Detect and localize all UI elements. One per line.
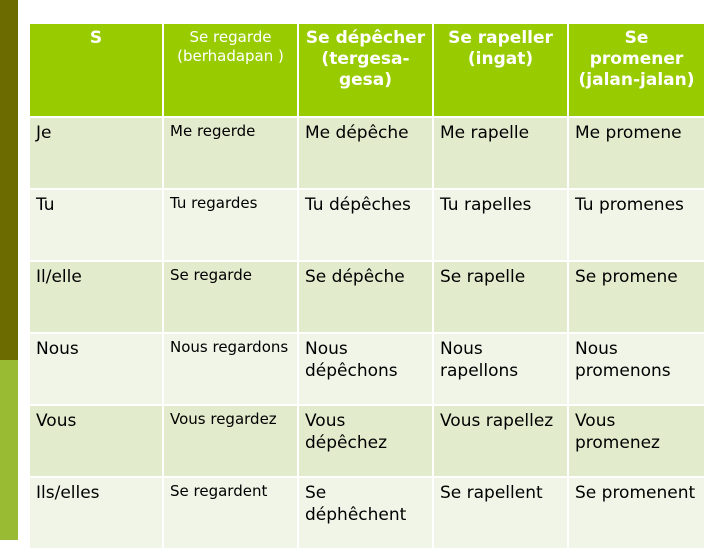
pronoun-cell: Tu (29, 189, 163, 261)
header-cell: Se regarde (berhadapan ) (163, 23, 298, 117)
table-row (29, 477, 705, 549)
header-cell: Se rapeller (ingat) (433, 23, 568, 117)
conjugation-table (28, 22, 706, 550)
table-cell: Vous dépêchez (298, 405, 433, 477)
side-band-light (0, 360, 18, 540)
table-cell: Me dépêche (298, 117, 433, 189)
table-cell: Tu promenes (568, 189, 705, 261)
pronoun-cell: Nous (29, 333, 163, 405)
table-cell: Vous promenez (568, 405, 705, 477)
table-cell: Tu dépêches (298, 189, 433, 261)
table-cell: Vous regardez (163, 405, 298, 477)
pronoun-cell: Vous (29, 405, 163, 477)
side-band-dark (0, 0, 18, 360)
header-cell: S (29, 23, 163, 117)
pronoun-cell: Il/elle (29, 261, 163, 333)
table-cell: Me regerde (163, 117, 298, 189)
table-cell: Nous rapellons (433, 333, 568, 405)
table-cell: Se rapelle (433, 261, 568, 333)
table-cell: Se dépêche (298, 261, 433, 333)
header-cell: Se dépêcher (tergesa-gesa) (298, 23, 433, 117)
table-row (29, 189, 705, 261)
table-cell: Se rapellent (433, 477, 568, 549)
header-row (29, 23, 705, 117)
table-row (29, 405, 705, 477)
table-cell: Nous regardons (163, 333, 298, 405)
table-cell: Se regardent (163, 477, 298, 549)
table-row (29, 333, 705, 405)
table-cell: Tu regardes (163, 189, 298, 261)
table-cell: Se promene (568, 261, 705, 333)
table-cell: Nous dépêchons (298, 333, 433, 405)
table-cell: Se déphêchent (298, 477, 433, 549)
table-cell: Se regarde (163, 261, 298, 333)
table-cell: Se promenent (568, 477, 705, 549)
table-cell: Nous promenons (568, 333, 705, 405)
table-cell: Vous rapellez (433, 405, 568, 477)
pronoun-cell: Je (29, 117, 163, 189)
header-cell: Se promener (jalan-jalan) (568, 23, 705, 117)
table-cell: Me promene (568, 117, 705, 189)
table-cell: Me rapelle (433, 117, 568, 189)
table-cell: Tu rapelles (433, 189, 568, 261)
table-row (29, 261, 705, 333)
table-row (29, 117, 705, 189)
pronoun-cell: Ils/elles (29, 477, 163, 549)
side-decoration-band (0, 0, 18, 540)
